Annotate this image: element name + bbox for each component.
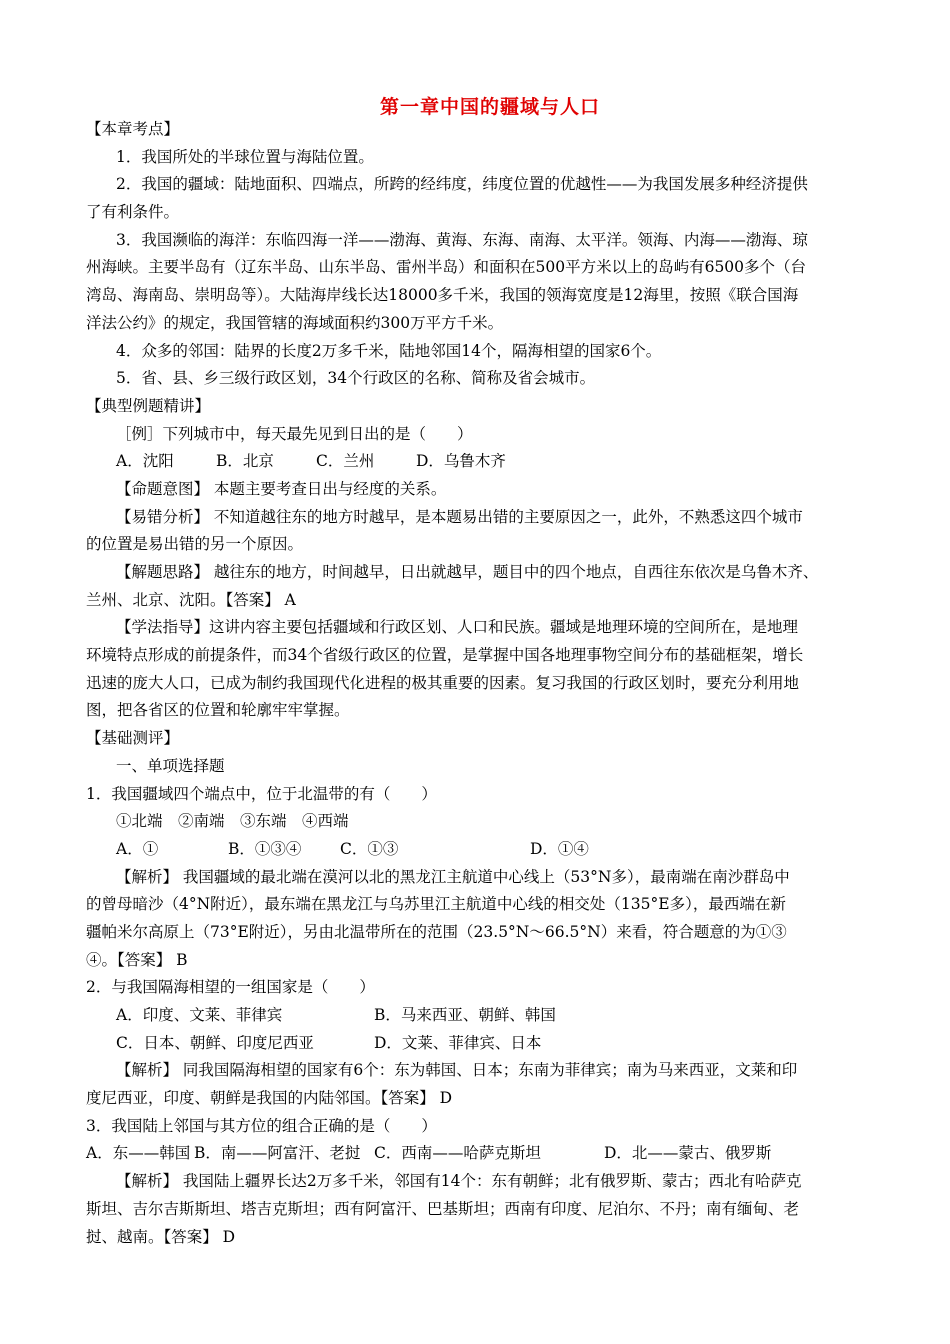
paragraph-line: 【解析】 同我国隔海相望的国家有6个：东为韩国、日本；东南为菲律宾；南为马来西亚，文莱和印 [116, 1061, 798, 1080]
paragraph-line: 4．众多的邻国：陆界的长度2万多千米，陆地邻国14个，隔海相望的国家6个。 [116, 341, 662, 360]
option-c: C．兰州 [316, 452, 375, 471]
option-c: C．西南——哈萨克斯坦 [374, 1144, 541, 1163]
paragraph-line: 迅速的庞大人口，已成为制约我国现代化进程的极其重要的因素。复习我国的行政区划时，要充分利用地 [86, 673, 800, 692]
example-question: ［例］下列城市中，每天最先见到日出的是（ ） [116, 424, 473, 443]
paragraph-line: 的位置是易出错的另一个原因。 [86, 535, 304, 554]
option-a: A．印度、文莱、菲律宾 [116, 1006, 283, 1024]
question-3: 3．我国陆上邻国与其方位的组合正确的是（ ） [86, 1116, 437, 1135]
option-d: D．北——蒙古、俄罗斯 [604, 1144, 772, 1163]
question-2: 2．与我国隔海相望的一组国家是（ ） [86, 978, 375, 997]
option-a: A．东——韩国 [86, 1144, 191, 1163]
paragraph-line: 湾岛、海南岛、崇明岛等）。大陆海岸线长达18000多千米，我国的领海宽度是12海里，按照《联合国海 [86, 286, 799, 305]
paragraph-line: 1．我国所处的半球位置与海陆位置。 [116, 147, 374, 166]
paragraph-line: 的曾母暗沙（4°N附近），最东端在黑龙江与乌苏里江主航道中心线的相交处（135°E多），最西端在新 [86, 895, 786, 914]
paragraph-line: 洋法公约》的规定，我国管辖的海域面积约300万平方千米。 [86, 313, 504, 332]
option-b: B．北京 [216, 452, 274, 471]
paragraph-line: 【解题思路】 越往东的地方，时间越早，日出就越早，题目中的四个地点，自西往东依次是乌鲁木齐、 [116, 563, 819, 581]
paragraph-line: 斯坦、吉尔吉斯斯坦、塔吉克斯坦；西有阿富汗、巴基斯坦；西南有印度、尼泊尔、不丹；南有缅甸、老 [86, 1199, 800, 1218]
paragraph-line: 环境特点形成的前提条件，而34个省级行政区的位置，是掌握中国各地理事物空间分布的基础框架，增长 [86, 646, 804, 665]
page-title: 第一章中国的疆域与人口 [379, 96, 600, 118]
section-heading-kaodian: 【本章考点】 [86, 120, 180, 138]
option-c: C．①③ [340, 839, 399, 858]
question-2-options-row2 [86, 1030, 886, 1058]
question-2-options-row1 [86, 1002, 886, 1030]
section-heading-ceping: 【基础测评】 [86, 729, 180, 748]
paragraph-line: 【易错分析】 不知道越往东的地方时越早，是本题易出错的主要原因之一，此外，不熟悉这四个城市 [116, 507, 803, 526]
document-body [86, 116, 886, 1251]
option-d: D．文莱、菲律宾、日本 [374, 1033, 542, 1052]
paragraph-line: 州海峡。主要半岛有（辽东半岛、山东半岛、雷州半岛）和面积在500平方米以上的岛屿有6500多个（台 [86, 258, 807, 277]
paragraph-line: ④。【答案】 B [86, 950, 188, 969]
paragraph-line: 了有利条件。 [86, 203, 180, 222]
paragraph-line: 挝、越南。【答案】 D [86, 1227, 236, 1246]
paragraph-line: 度尼西亚，印度、朝鲜是我国的内陆邻国。【答案】 D [86, 1089, 453, 1108]
question-3-options [86, 1140, 886, 1168]
paragraph-line: 【解析】 我国疆域的最北端在漠河以北的黑龙江主航道中心线上（53°N多），最南端在南沙群岛中 [116, 867, 790, 886]
question-1-options [86, 836, 886, 864]
option-d: D．乌鲁木齐 [416, 452, 506, 471]
paragraph-line: 【解析】 我国陆上疆界长达2万多千米，邻国有14个：东有朝鲜；北有俄罗斯、蒙古；西北有哈萨克 [116, 1172, 802, 1191]
example-options [86, 448, 886, 476]
option-b: B．南——阿富汗、老挝 [194, 1144, 361, 1163]
option-d: D．①④ [530, 839, 589, 858]
option-b: B．①③④ [228, 839, 302, 858]
option-c: C．日本、朝鲜、印度尼西亚 [116, 1033, 314, 1052]
option-a: A．① [116, 839, 159, 858]
paragraph-line: 3．我国濒临的海洋：东临四海一洋——渤海、黄海、东海、南海、太平洋。领海、内海——渤海、琼 [116, 230, 808, 249]
question-1: 1．我国疆域四个端点中，位于北温带的有（ ） [86, 784, 437, 803]
option-a: A．沈阳 [116, 452, 174, 471]
subsection-heading: 一、单项选择题 [116, 756, 225, 775]
option-b: B．马来西亚、朝鲜、韩国 [374, 1006, 556, 1024]
paragraph-line: 兰州、北京、沈阳。【答案】 A [86, 590, 296, 609]
section-heading-lijiang: 【典型例题精讲】 [86, 396, 211, 415]
paragraph-line: 【命题意图】 本题主要考查日出与经度的关系。 [116, 479, 447, 498]
question-1-items: ①北端 ②南端 ③东端 ④西端 [116, 812, 349, 831]
paragraph-line: 2．我国的疆域：陆地面积、四端点，所跨的经纬度，纬度位置的优越性——为我国发展多种经济提供 [116, 175, 808, 194]
paragraph-line: 疆帕米尔高原上（73°E附近），另由北温带所在的范围（23.5°N～66.5°N）来看，符合题意的为①③ [86, 922, 787, 941]
paragraph-line: 图，把各省区的位置和轮廓牢牢掌握。 [86, 701, 350, 720]
paragraph-line: 【学法指导】这讲内容主要包括疆域和行政区划、人口和民族。疆域是地理环境的空间所在，是地理 [116, 618, 799, 637]
paragraph-line: 5．省、县、乡三级行政区划，34个行政区的名称、简称及省会城市。 [116, 369, 596, 388]
